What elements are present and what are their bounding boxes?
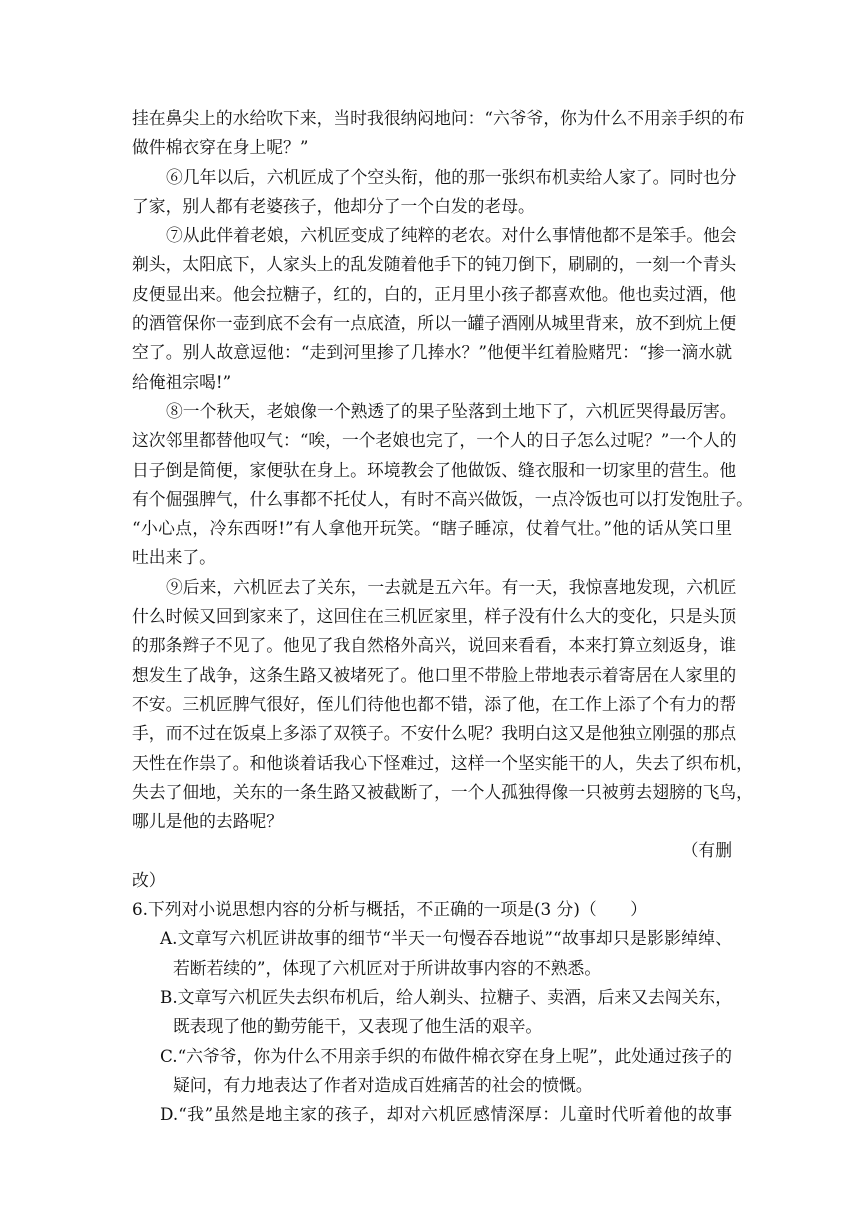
paragraph-8 — [132, 397, 753, 573]
reading-passage — [132, 104, 753, 1129]
paragraph-9 — [132, 573, 753, 837]
source-note — [132, 836, 732, 895]
text-line: 的酒管保你一壶到底不会有一点底渣，所以一罐子酒刚从城里背来，放不到炕上便 — [132, 313, 737, 334]
option-line: A.文章写六机匠讲故事的细节“半天一句慢吞吞地说”“故事却只是影影绰绰、 — [160, 928, 732, 949]
text-line: ⑦从此伴着老娘，六机匠变成了纯粹的老农。对什么事情他都不是笨手。他会 — [166, 225, 737, 246]
option-a — [132, 924, 732, 983]
text-line: 不安。三机匠脾气很好，侄儿们待他也都不错，添了他，在工作上添了个有力的帮 — [132, 693, 737, 714]
option-line: B.文章写六机匠失去织布机后，给人剃头、拉糖子、卖酒，后来又去闯关东， — [160, 986, 732, 1007]
paragraph-6 — [132, 163, 737, 222]
text-line: 日子倒是简便，家便驮在身上。环境教会了他做饭、缝衣服和一切家里的营生。他 — [132, 459, 737, 480]
text-line: 空了。别人故意逗他：“走到河里掺了几捧水？”他便半红着脸赌咒：“掺一滴水就 — [132, 342, 732, 363]
text-line: 给俺祖宗喝!” — [132, 371, 232, 392]
text-line: 挂在鼻尖上的水给吹下来，当时我很纳闷地问：“六爷爷，你为什么不用亲手织的布 — [132, 108, 745, 128]
option-d — [132, 1100, 732, 1129]
text-line: 剃头，太阳底下，人家头上的乱发随着他手下的钝刀倒下，刷刷的，一刻一个青头 — [132, 254, 737, 275]
text-line: “小心点，冷东西呀!”有人拿他开玩笑。“瞎子睡凉，仗着气壮。”他的话从笑口里 — [132, 518, 732, 539]
option-line: C.“六爷爷，你为什么不用亲手织的布做件棉衣穿在身上呢”，此处通过孩子的 — [160, 1045, 732, 1066]
text-line: 皮便显出来。他会拉糖子，红的，白的，正月里小孩子都喜欢他。他也卖过酒，他 — [132, 283, 737, 304]
question-6 — [132, 895, 732, 1129]
text-line: 哪儿是他的去路呢？ — [132, 811, 284, 832]
question-stem: 6.下列对小说思想内容的分析与概括，不正确的一项是(3 分)（ ） — [132, 899, 647, 920]
text-line: 失去了佃地，关东的一条生路又被截断了，一个人孤独得像一只被剪去翅膀的飞鸟， — [132, 781, 753, 802]
option-c — [132, 1042, 732, 1101]
text-line: 这次邻里都替他叹气：“唉，一个老娘也完了，一个人的日子怎么过呢？”一个人的 — [132, 430, 737, 451]
text-line: 天性在作祟了。和他谈着话我心下怪难过，这样一个坚实能干的人，失去了织布机， — [132, 752, 753, 773]
text-line: ⑨后来，六机匠去了关东，一去就是五六年。有一天，我惊喜地发现，六机匠 — [166, 576, 737, 597]
text-line: 有个倔强脾气，什么事都不托仗人，有时不高兴做饭，一点冷饭也可以打发饱肚子。 — [132, 488, 753, 509]
text-line: 做件棉衣穿在身上呢？” — [132, 137, 309, 158]
paragraph-7 — [132, 221, 737, 397]
option-b — [132, 983, 732, 1042]
option-line: 若断若续的”，体现了六机匠对于所讲故事内容的不熟悉。 — [173, 957, 602, 978]
source-note-line: （有删 — [681, 840, 732, 861]
text-line: 什么时候又回到家来了，这回住在三机匠家里，样子没有什么大的变化，只是头顶 — [132, 606, 737, 627]
text-line: 的那条辫子不见了。他见了我自然格外高兴，说回来看看，本来打算立刻返身，谁 — [132, 635, 737, 656]
text-line: 手，而不过在饭桌上多添了双筷子。不安什么呢？我明白这又是他独立刚强的那点 — [132, 723, 737, 744]
source-note-line: 改） — [132, 869, 166, 890]
option-line: D.“我”虽然是地主家的孩子，却对六机匠感情深厚：儿童时代听着他的故事 — [160, 1104, 732, 1125]
paragraph-5-tail — [132, 104, 745, 163]
text-line: 想发生了战争，这条生路又被堵死了。他口里不带脸上带地表示着寄居在人家里的 — [132, 664, 737, 685]
option-line: 疑问，有力地表达了作者对造成百姓痛苦的社会的愤慨。 — [173, 1074, 593, 1095]
text-line: ⑧一个秋天，老娘像一个熟透了的果子坠落到土地下了，六机匠哭得最厉害。 — [166, 400, 737, 421]
text-line: ⑥几年以后，六机匠成了个空头衔，他的那一张织布机卖给人家了。同时也分 — [166, 166, 737, 187]
text-line: 吐出来了。 — [132, 547, 216, 568]
text-line: 了家，别人都有老婆孩子，他却分了一个白发的老母。 — [132, 195, 535, 216]
option-line: 既表现了他的勤劳能干，又表现了他生活的艰辛。 — [173, 1016, 543, 1037]
